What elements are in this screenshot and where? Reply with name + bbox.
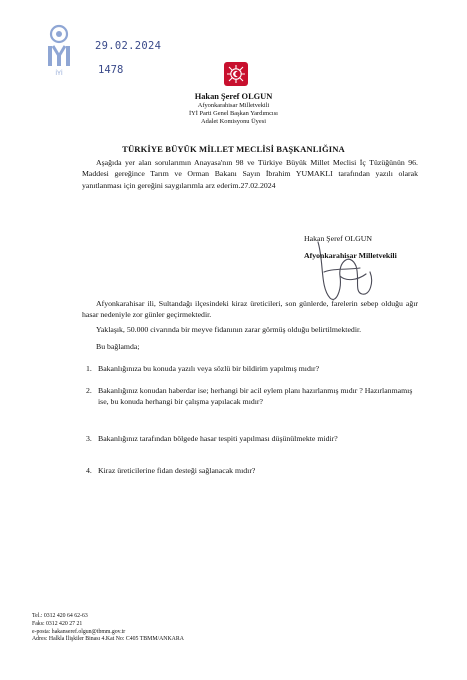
contact-footer (32, 613, 184, 644)
iyi-party-logo (44, 22, 74, 78)
document-title: TÜRKİYE BÜYÜK MİLLET MECLİSİ BAŞKANLIĞINA (122, 144, 345, 154)
party-logo-text: İYİ (55, 71, 63, 77)
paragraph-situation: Afyonkarahisar ili, Sultandağı ilçesindeki kiraz üreticileri, son günlerde, farelerin sebep olduğu ağır hasar nedeniyle zor günler geçirmektedir. (82, 299, 418, 320)
stamp-date: 29.02.2024 (95, 40, 162, 52)
tbmm-emblem (221, 59, 251, 89)
sender-title-3: Adalet Komisyonu Üyesi (201, 118, 266, 125)
sender-title-2: İYİ Parti Genel Başkan Yardımcısı (189, 110, 278, 117)
footer-phone: Tel.: 0312 420 64 62-63 (32, 613, 88, 619)
question-number: 1. (86, 364, 92, 373)
footer-email: e-posta: hakanseref.olgun@tbmm.gov.tr (32, 628, 126, 635)
paragraph-damage: Yaklaşık, 50.000 civarında bir meyve fidanının zarar görmüş olduğu belirtilmektedir. (96, 325, 362, 334)
question-text: Bakanlığınız tarafından bölgede hasar tespiti yapılması düşünülmekte midir? (98, 434, 338, 443)
question-number: 2. (86, 386, 92, 395)
letter-header (0, 92, 467, 126)
stamp-number: 1478 (98, 64, 124, 76)
sender-title-1: Afyonkarahisar Milletvekili (197, 102, 270, 109)
question-text: Kiraz üreticilerine fidan desteği sağlanacak mıdır? (98, 466, 256, 475)
intro-paragraph: Aşağıda yer alan sorularımın Anayasa'nın 98 ve Türkiye Büyük Millet Meclisi İç Tüzüğünün 96. Maddesi gereğince Tarım ve Orman Bakanı Sayın İbrahim YUMAKLI tarafından yazılı olarak yanıtlanması için gereğini saygılarımla arz ederim.27.02.2024 (82, 158, 418, 190)
signatory-name: Hakan Şeref OLGUN (304, 234, 372, 243)
question-number: 3. (86, 434, 92, 443)
question-number: 4. (86, 466, 92, 475)
footer-fax: Faks: 0312 420 27 21 (32, 620, 83, 627)
question-text: Bakanlığınız konudan haberdar ise; herhangi bir acil eylem planı hazırlanmış mıdır ? Hazırlanmamış ise, bu konuda herhangi bir çalışma yapılacak mıdır? (98, 386, 413, 407)
signature-block (304, 230, 397, 264)
question-text: Bakanlığınıza bu konuda yazılı veya sözlü bir bildirim yapılmış mıdır? (98, 364, 320, 373)
footer-address: Adres: Halkla İlişkiler Binası 4.Kat No: C405 TBMM/ANKARA (32, 636, 184, 643)
signatory-title: Afyonkarahisar Milletvekili (304, 251, 397, 260)
paragraph-context: Bu bağlamda; (96, 342, 140, 351)
sender-name: Hakan Şeref OLGUN (194, 92, 273, 101)
